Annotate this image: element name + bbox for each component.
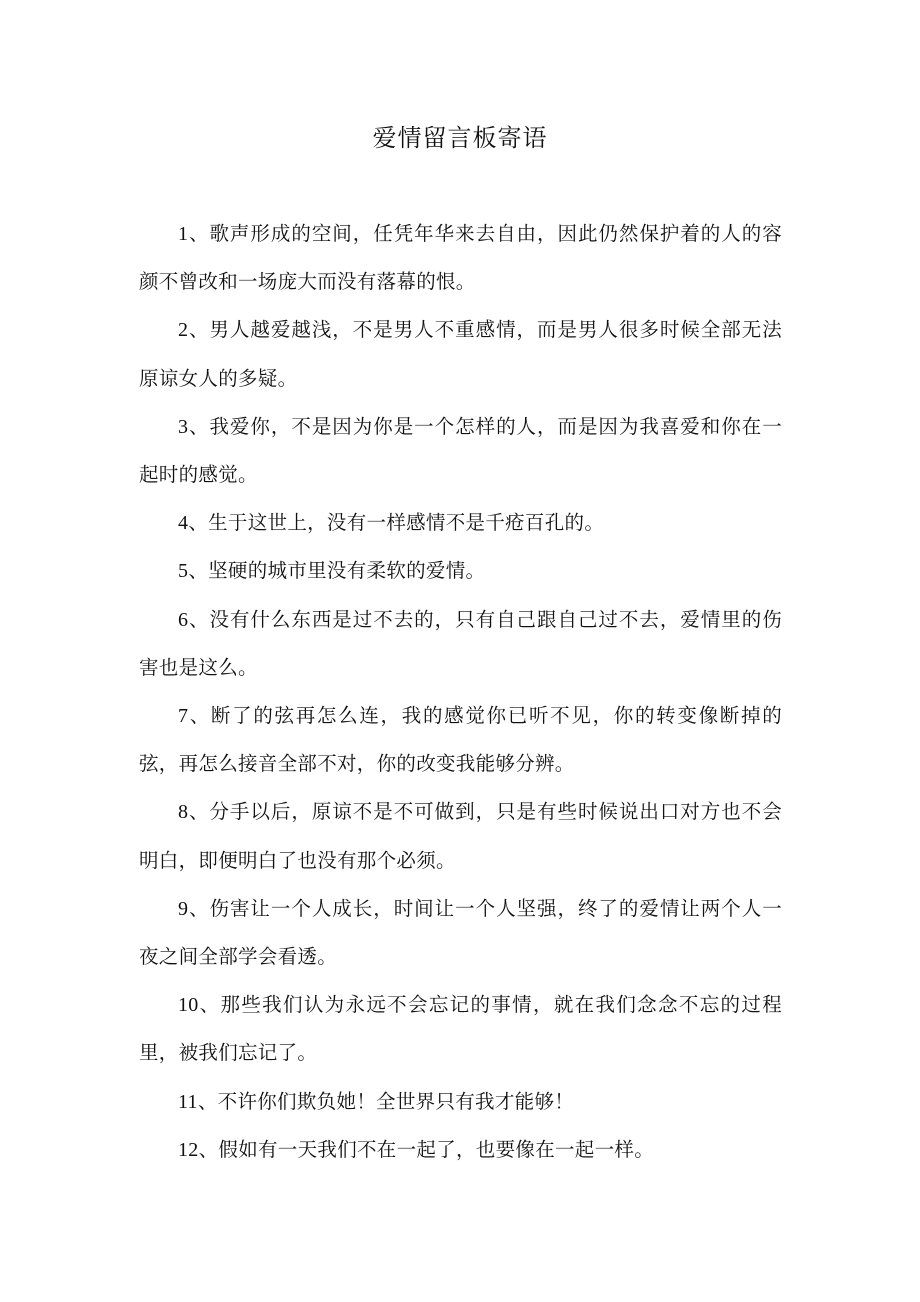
paragraph-text: 、分手以后，原谅不是不可做到，只是有些时候说出口对方也不会明白，即便明白了也没有那个必须。	[139, 800, 782, 872]
paragraph-number: 12	[178, 1138, 199, 1161]
paragraph-10	[139, 981, 782, 1077]
paragraph-text: 、那些我们认为永远不会忘记的事情，就在我们念念不忘的过程里，被我们忘记了。	[139, 993, 782, 1065]
paragraph-number: 11	[178, 1090, 198, 1113]
paragraph-2	[139, 306, 782, 402]
paragraph-number: 10	[178, 994, 199, 1017]
document-body	[139, 210, 782, 1174]
paragraph-6	[139, 596, 782, 692]
paragraph-8	[139, 788, 782, 884]
paragraph-text: 、伤害让一个人成长，时间让一个人坚强，终了的爱情让两个人一夜之间全部学会看透。	[139, 896, 782, 969]
paragraph-text: 、歌声形成的空间，任凭年华来去自由，因此仍然保护着的人的容颜不曾改和一场庞大而没有落幕的恨。	[139, 222, 782, 294]
paragraph-number: 1	[178, 223, 189, 245]
paragraph-text: 、男人越爱越浅，不是男人不重感情，而是男人很多时候全部无法原谅女人的多疑。	[139, 318, 782, 390]
paragraph-5	[139, 547, 782, 595]
paragraph-9	[139, 885, 782, 981]
paragraph-text: 、不许你们欺负她！全世界只有我才能够！	[197, 1089, 575, 1113]
paragraph-text: 、没有什么东西是过不去的，只有自己跟自己过不去，爱情里的伤害也是这么。	[139, 607, 782, 679]
paragraph-text: 、假如有一天我们不在一起了，也要像在一起一样。	[198, 1137, 655, 1161]
paragraph-1	[139, 210, 782, 306]
paragraph-number: 7	[178, 705, 189, 728]
paragraph-7	[139, 692, 782, 788]
page-title: 爱情留言板寄语	[372, 124, 548, 152]
paragraph-4	[139, 499, 782, 547]
paragraph-text: 、断了的弦再怎么连，我的感觉你已听不见，你的转变像断掉的弦，再怎么接音全部不对，你的改变我能够分辨。	[139, 704, 782, 776]
paragraph-text: 、我爱你，不是因为你是一个怎样的人，而是因为我喜爱和你在一起时的感觉。	[139, 414, 782, 487]
paragraph-text: 、生于这世上，没有一样感情不是千疮百孔的。	[188, 511, 605, 535]
paragraph-number: 8	[178, 801, 189, 824]
paragraph-text: 、坚硬的城市里没有柔软的爱情。	[188, 559, 486, 583]
paragraph-number: 6	[178, 608, 189, 631]
paragraph-number: 9	[178, 897, 189, 920]
paragraph-number: 5	[178, 560, 189, 583]
paragraph-number: 3	[178, 415, 189, 438]
paragraph-number: 4	[178, 512, 189, 535]
paragraph-3	[139, 403, 782, 499]
paragraph-12	[139, 1126, 782, 1174]
paragraph-11	[139, 1078, 782, 1126]
paragraph-number: 2	[178, 319, 189, 342]
